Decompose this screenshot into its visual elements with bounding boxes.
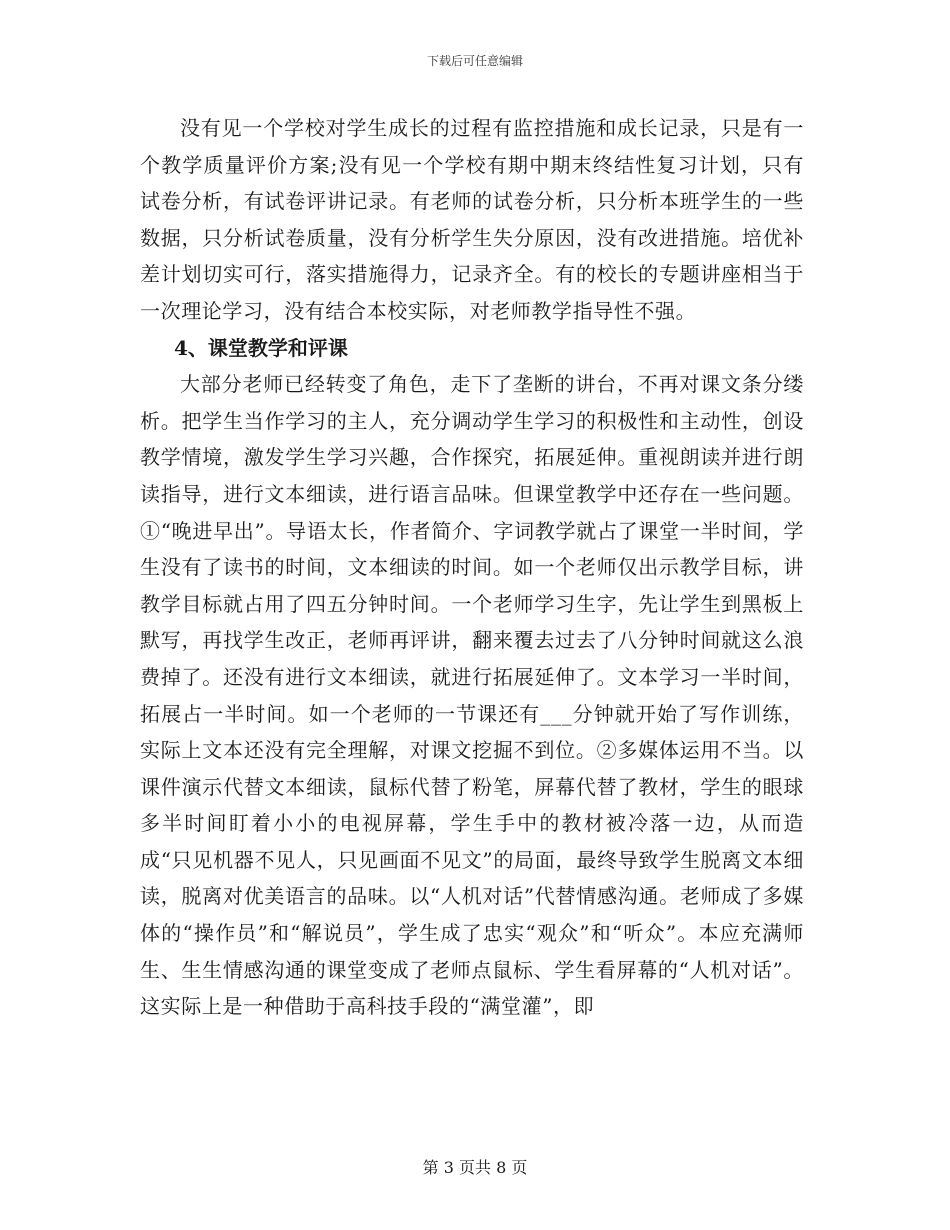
paragraph-1: 没有见一个学校对学生成长的过程有监控措施和成长记录，只是有一个教学质量评价方案;没有见一个学校有期中期末终结性复习计划，只有试卷分析，有试卷评讲记录。有老师的试卷分析，只分析本班学生的一些数据，只分析试卷质量，没有分析学生失分原因，没有改进措施。培优补差计划切实可行，落实措施得力，记录齐全。有的校长的专题讲座相当于一次理论学习，没有结合本校实际，对老师教学指导性不强。 bbox=[140, 116, 804, 323]
page-header: 下载后可任意编辑 bbox=[426, 54, 523, 68]
document-body bbox=[140, 110, 804, 1025]
paragraph-2: 大部分老师已经转变了角色，走下了垄断的讲台，不再对课文条分缕析。把学生当作学习的主人，充分调动学生学习的积极性和主动性，创设教学情境，激发学生学习兴趣，合作探究，拓展延伸。重视朗读并进行朗读指导，进行文本细读，进行语言品味。但课堂教学中还存在一些问题。①“晚进早出”。导语太长，作者简介、字词教学就占了课堂一半时间，学生没有了读书的时间，文本细读的时间。如一个老师仅出示教学目标，讲教学目标就占用了四五分钟时间。一个老师学习生字，先让学生到黑板上默写，再找学生改正，老师再评讲，翻来覆去过去了八分钟时间就这么浪费掉了。还没有进行文本细读，就进行拓展延伸了。文本学习一半时间，拓展占一半时间。如一个老师的一节课还有___分钟就开始了写作训练，实际上文本还没有完全理解，对课文挖掘不到位。②多媒体运用不当。以课件演示代替文本细读，鼠标代替了粉笔，屏幕代替了教材，学生的眼球多半时间盯着小小的电视屏幕，学生手中的教材被冷落一边，从而造成“只见机器不见人，只见画面不见文”的局面，最终导致学生脱离文本细读，脱离对优美语言的品味。以“人机对话”代替情感沟通。老师成了多媒体的“操作员”和“解说员”，学生成了忠实“观众”和“听众”。本应充满师生、生生情感沟通的课堂变成了老师点鼠标、学生看屏幕的“人机对话”。这实际上是一种借助于高科技手段的“满堂灌”，即 bbox=[140, 372, 804, 1019]
section-heading: 4、课堂教学和评课 bbox=[174, 335, 348, 360]
page-number: 第 3 页共 8 页 bbox=[422, 1158, 528, 1177]
